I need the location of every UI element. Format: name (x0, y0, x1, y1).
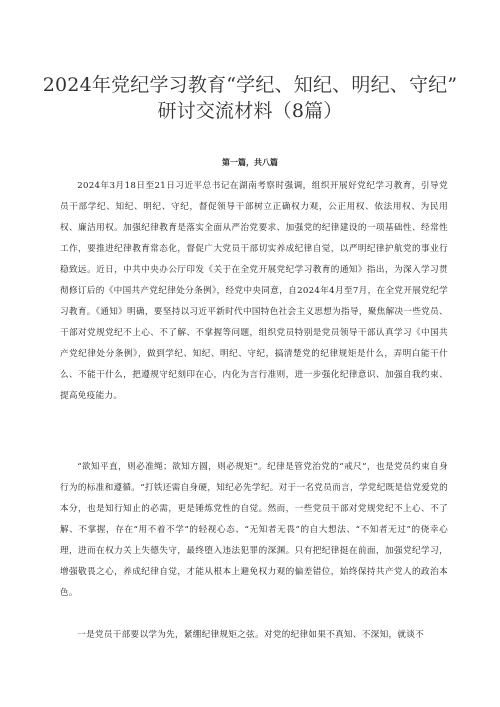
section-subheading: 第一篇，共八篇 (222, 157, 278, 167)
document-title-line-2: 研讨交流材料（8篇） (157, 100, 343, 122)
body-paragraph: “欲知平直，则必准绳；欲知方圆，则必规矩”。纪律是管党治党的“戒尺”，也是党员约束自身行为的标准和遵循。“打铁还需自身硬，知纪必先学纪。对于一名党员而言，学党纪既是信党爱党的本分，也是知行知止的必需，更是锤炼党性的自觉。然而，一些党员干部对党规党纪不上心、不了解、不掌握，存在“用不着不学”的轻视心态、“无知者无畏”的自大想法、“不知者无过”的侥幸心理，进而在权力关上失德失守，最终堕入违法犯罪的深渊。只有把纪律挺在前面，加强党纪学习，增强敬畏之心，养成纪律自觉，才能从根本上避免权力观的偏差错位，始终保持共产党人的政治本色。 (60, 462, 448, 598)
body-paragraph: 2024年3月18日至21日习近平总书记在湖南考察时强调，组织开展好党纪学习教育，引导党员干部学纪、知纪、明纪、守纪，督促领导干部树立正确权力观，公正用权、依法用权、为民用权、廉洁用权。加强纪律教育是落实全面从严治党要求、加强党的纪律建设的一项基础性、经常性工作，要推进纪律教育常态化，督促广大党员干部切实养成纪律自觉，以严明纪律护航党的事业行稳致远。近日，中共中央办公厅印发《关于在全党开展党纪学习教育的通知》指出，为深入学习贯彻修订后的《中国共产党纪律处分条例》，经党中央同意，自2024年4月至7月，在全党开展党纪学习教育。《通知》明确，要坚持以习近平新时代中国特色社会主义思想为指导，聚焦解决一些党员、干部对党规党纪不上心、不了解、不掌握等问题，组织党员特别是党员领导干部认真学习《中国共产党纪律处分条例》，做到学纪、知纪、明纪、守纪，搞清楚党的纪律规矩是什么，弄明白能干什么、不能干什么，把遵规守纪刻印在心，内化为言行准则，进一步强化纪律意识、加强自我约束、提高免疫能力。 (60, 181, 448, 401)
body-paragraph: 一是党员干部要以学为先，紧绷纪律规矩之弦。对党的纪律如果不真知、不深知，就谈不 (77, 630, 425, 640)
document-title-line-1: 2024年党纪学习教育“学纪、知纪、明纪、守纪” (42, 74, 458, 96)
